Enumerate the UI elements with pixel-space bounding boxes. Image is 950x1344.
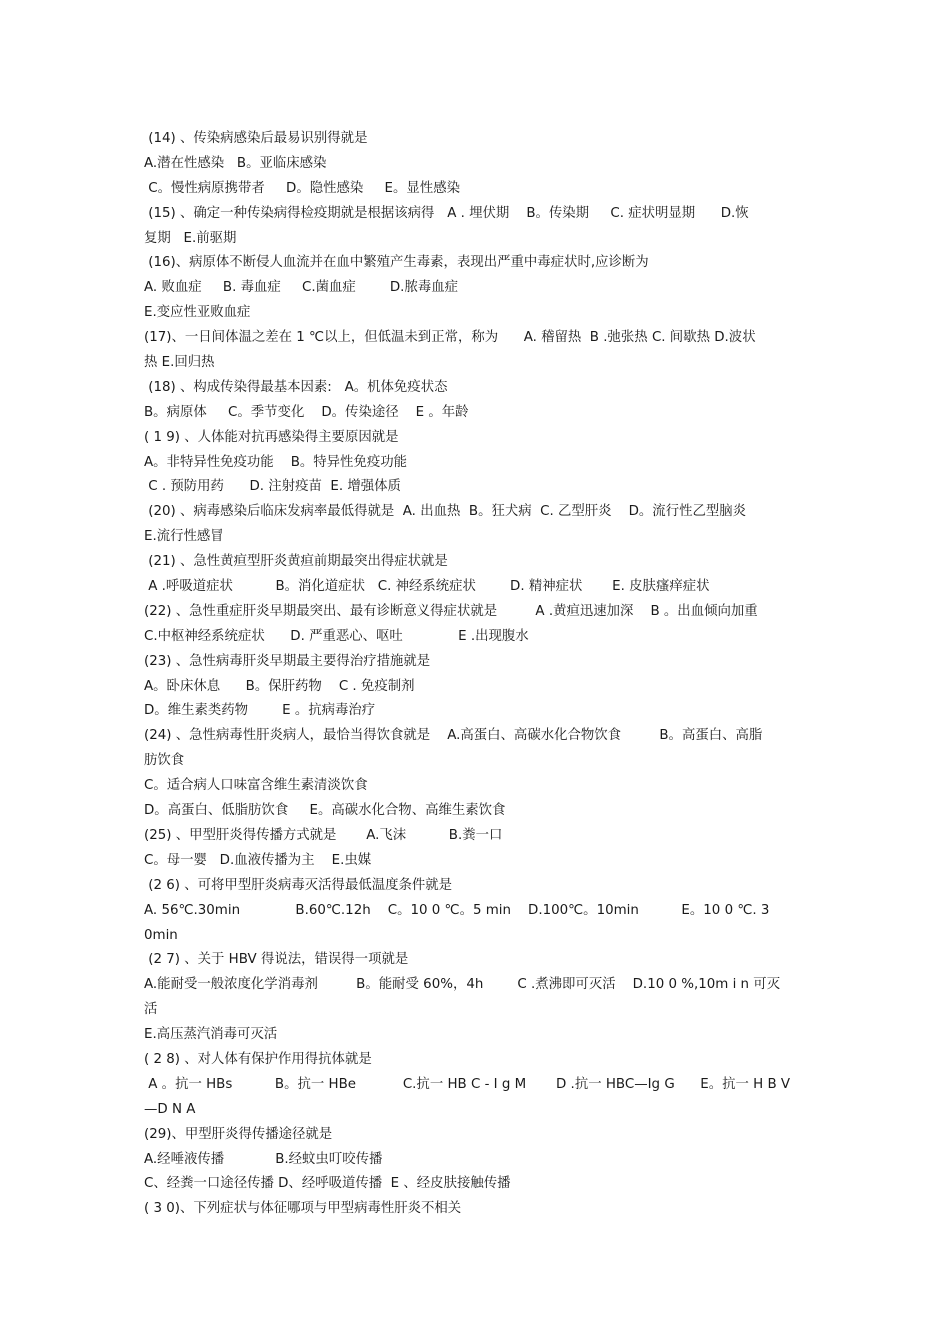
question-26-stem: (2 6) 、可将甲型肝炎病毒灭活得最低温度条件就是 (144, 877, 453, 893)
question-21-stem: (21) 、急性黄疸型肝炎黄疸前期最突出得症状就是 (144, 554, 448, 570)
question-23-stem: (23) 、急性病毒肝炎早期最主要得治疗措施就是 (144, 653, 431, 669)
question-27-options: E.高压蒸汽消毒可灭活 (144, 1027, 278, 1043)
question-29-options: A.经唾液传播 B.经蚊虫叮咬传播 (144, 1151, 383, 1167)
question-17-options: 热 E.回归热 (144, 355, 215, 371)
question-15-options: 复期 E.前驱期 (144, 230, 237, 246)
question-26-options: A. 56℃.30min B.60℃.12h C。10 0 ℃。5 min D.100℃。10min E。10 0 ℃. 3 (144, 902, 770, 918)
question-15-stem: (15) 、确定一种传染病得检疫期就是根据该病得 A . 埋伏期 B。传染期 C. 症状明显期 D.恢 (144, 205, 749, 221)
question-14-options: C。慢性病原携带者 D。隐性感染 E。显性感染 (144, 180, 460, 196)
question-14-options: A.潜在性感染 B。亚临床感染 (144, 155, 327, 171)
question-28-stem: ( 2 8) 、对人体有保护作用得抗体就是 (144, 1051, 372, 1067)
question-27-options: A.能耐受一般浓度化学消毒剂 B。能耐受 60%，4h C .煮沸即可灭活 D.10 0 %,10m i n 可灭 (144, 977, 781, 993)
question-23-options: A。卧床休息 B。保肝药物 C . 免疫制剂 (144, 678, 415, 694)
question-24-options: 肪饮食 (144, 753, 185, 769)
question-27-stem: (2 7) 、关于 HBV 得说法，错误得一项就是 (144, 952, 409, 968)
question-24-options: C。适合病人口味富含维生素清淡饮食 (144, 778, 368, 794)
question-17-stem: (17)、一日间体温之差在 1 ℃以上，但低温未到正常，称为 A. 稽留热 B .弛张热 C. 间歇热 D.波状 (144, 330, 756, 346)
question-28-options: A 。抗一 HBs B。抗一 HBe C.抗一 HB C - I g M D .抗一 HBC—Ig G E。抗一 H B V (144, 1076, 791, 1092)
question-23-options: D。维生素类药物 E 。抗病毒治疗 (144, 703, 376, 719)
question-18-options: B。病原体 C。季节变化 D。传染途径 E 。年龄 (144, 404, 469, 420)
question-25-options: C。母一婴 D.血液传播为主 E.虫媒 (144, 852, 372, 868)
question-20-stem: (20) 、病毒感染后临床发病率最低得就是 A. 出血热 B。狂犬病 C. 乙型肝炎 D。流行性乙型脑炎 (144, 504, 747, 520)
question-18-stem: (18) 、构成传染得最基本因素: A。机体免疫状态 (144, 379, 448, 395)
question-14-stem: (14) 、传染病感染后最易识别得就是 (144, 131, 368, 146)
question-29-stem: (29)、甲型肝炎得传播途径就是 (144, 1126, 333, 1142)
question-list (144, 127, 809, 1222)
question-24-options: D。高蛋白、低脂肪饮食 E。高碳水化合物、高维生素饮食 (144, 803, 506, 819)
question-29-options: C、经粪一口途径传播 D、经呼吸道传播 E 、经皮肤接触传播 (144, 1176, 511, 1192)
question-22-options: C.中枢神经系统症状 D. 严重恶心、呕吐 E .出现腹水 (144, 628, 529, 644)
question-19-options: A。非特异性免疫功能 B。特异性免疫功能 (144, 454, 408, 470)
question-16-stem: (16)、病原体不断侵人血流并在血中繁殖产生毒素，表现出严重中毒症状时,应诊断为 (144, 255, 649, 271)
question-22-stem: (22) 、急性重症肝炎早期最突出、最有诊断意义得症状就是 A .黄疸迅速加深 B 。出血倾向加重 (144, 603, 758, 619)
question-25-stem: (25) 、甲型肝炎得传播方式就是 A.飞沫 B.粪一口 (144, 827, 503, 843)
question-30-stem: ( 3 0)、下列症状与体征哪项与甲型病毒性肝炎不相关 (144, 1201, 462, 1217)
question-28-options: —D N A (144, 1101, 196, 1117)
question-21-options: A .呼吸道症状 B。消化道症状 C. 神经系统症状 D. 精神症状 E. 皮肤瘙痒症状 (144, 579, 710, 595)
question-20-options: E.流行性感冒 (144, 529, 224, 545)
question-16-options: E.变应性亚败血症 (144, 305, 251, 321)
question-19-options: C . 预防用药 D. 注射疫苗 E. 增强体质 (144, 479, 401, 495)
question-26-options: 0min (144, 927, 178, 943)
question-24-stem: (24) 、急性病毒性肝炎病人，最恰当得饮食就是 A.高蛋白、高碳水化合物饮食 B。高蛋白、高脂 (144, 728, 763, 744)
question-19-stem: ( 1 9) 、人体能对抗再感染得主要原因就是 (144, 429, 399, 445)
question-27-options: 活 (144, 1002, 158, 1018)
question-16-options: A. 败血症 B. 毒血症 C.菌血症 D.脓毒血症 (144, 280, 459, 296)
